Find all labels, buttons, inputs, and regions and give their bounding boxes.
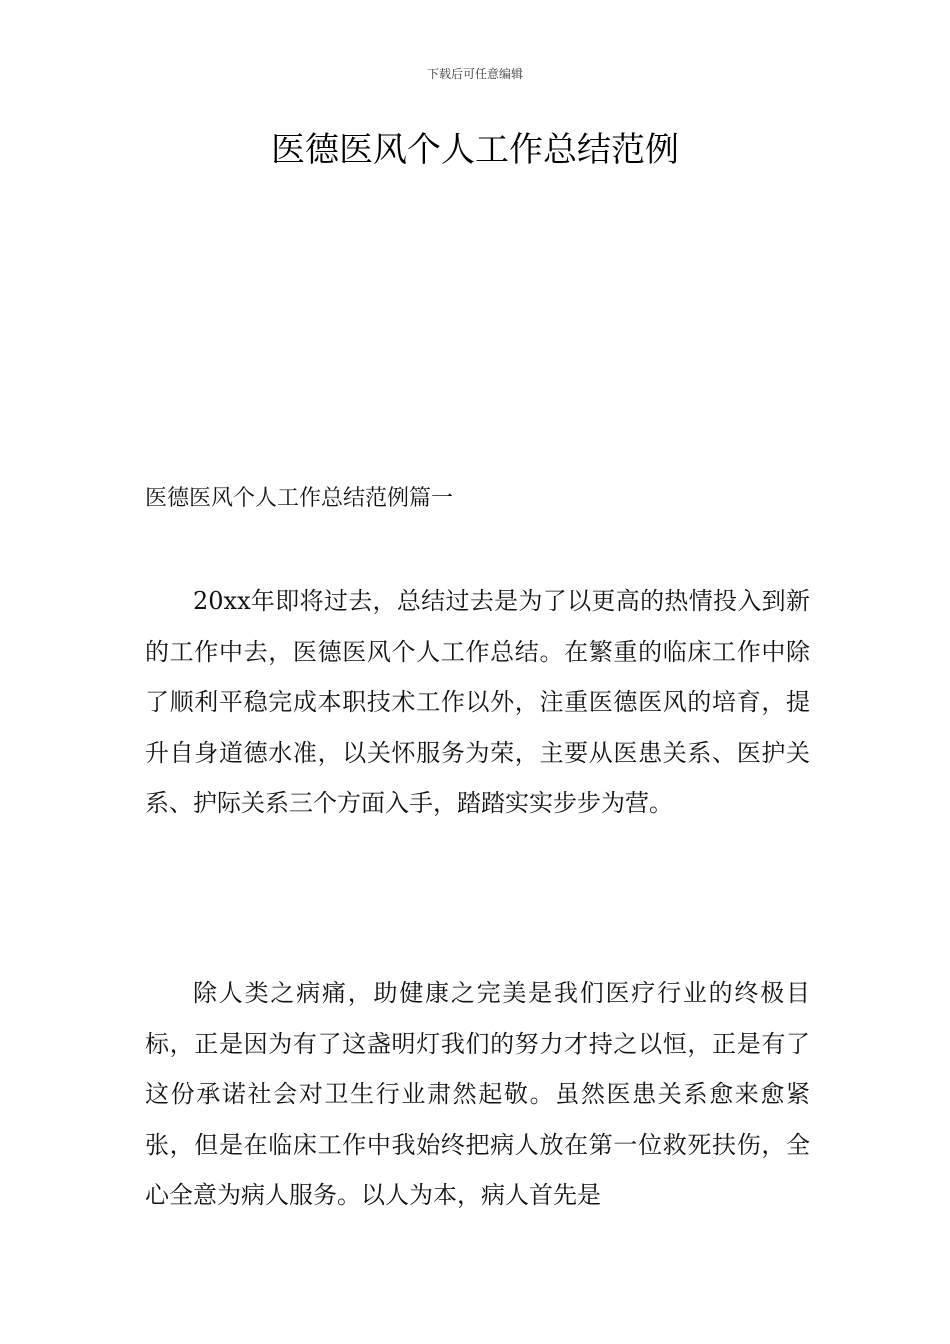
paragraph-2: 除人类之病痛，助健康之完美是我们医疗行业的终极目标，正是因为有了这盏明灯我们的努力才持之以恒，正是有了这份承诺社会对卫生行业肃然起敬。虽然医患关系愈来愈紧张，但是在临床工作中我始终把病人放在第一位救死扶伤，全心全意为病人服务。以人为本，病人首先是 [145,979,810,1209]
paragraph-1: 20xx年即将过去，总结过去是为了以更高的热情投入到新的工作中去，医德医风个人工作总结。在繁重的临床工作中除了顺利平稳完成本职技术工作以外，注重医德医风的培育，提升自身道德水准，以关怀服务为荣，主要从医患关系、医护关系、护际关系三个方面入手，踏踏实实步步为营。 [145,587,810,817]
header-note: 下载后可任意编辑 [426,67,523,81]
document-title: 医德医风个人工作总结范例 [271,130,679,170]
section-heading: 医德医风个人工作总结范例篇一 [145,486,454,511]
